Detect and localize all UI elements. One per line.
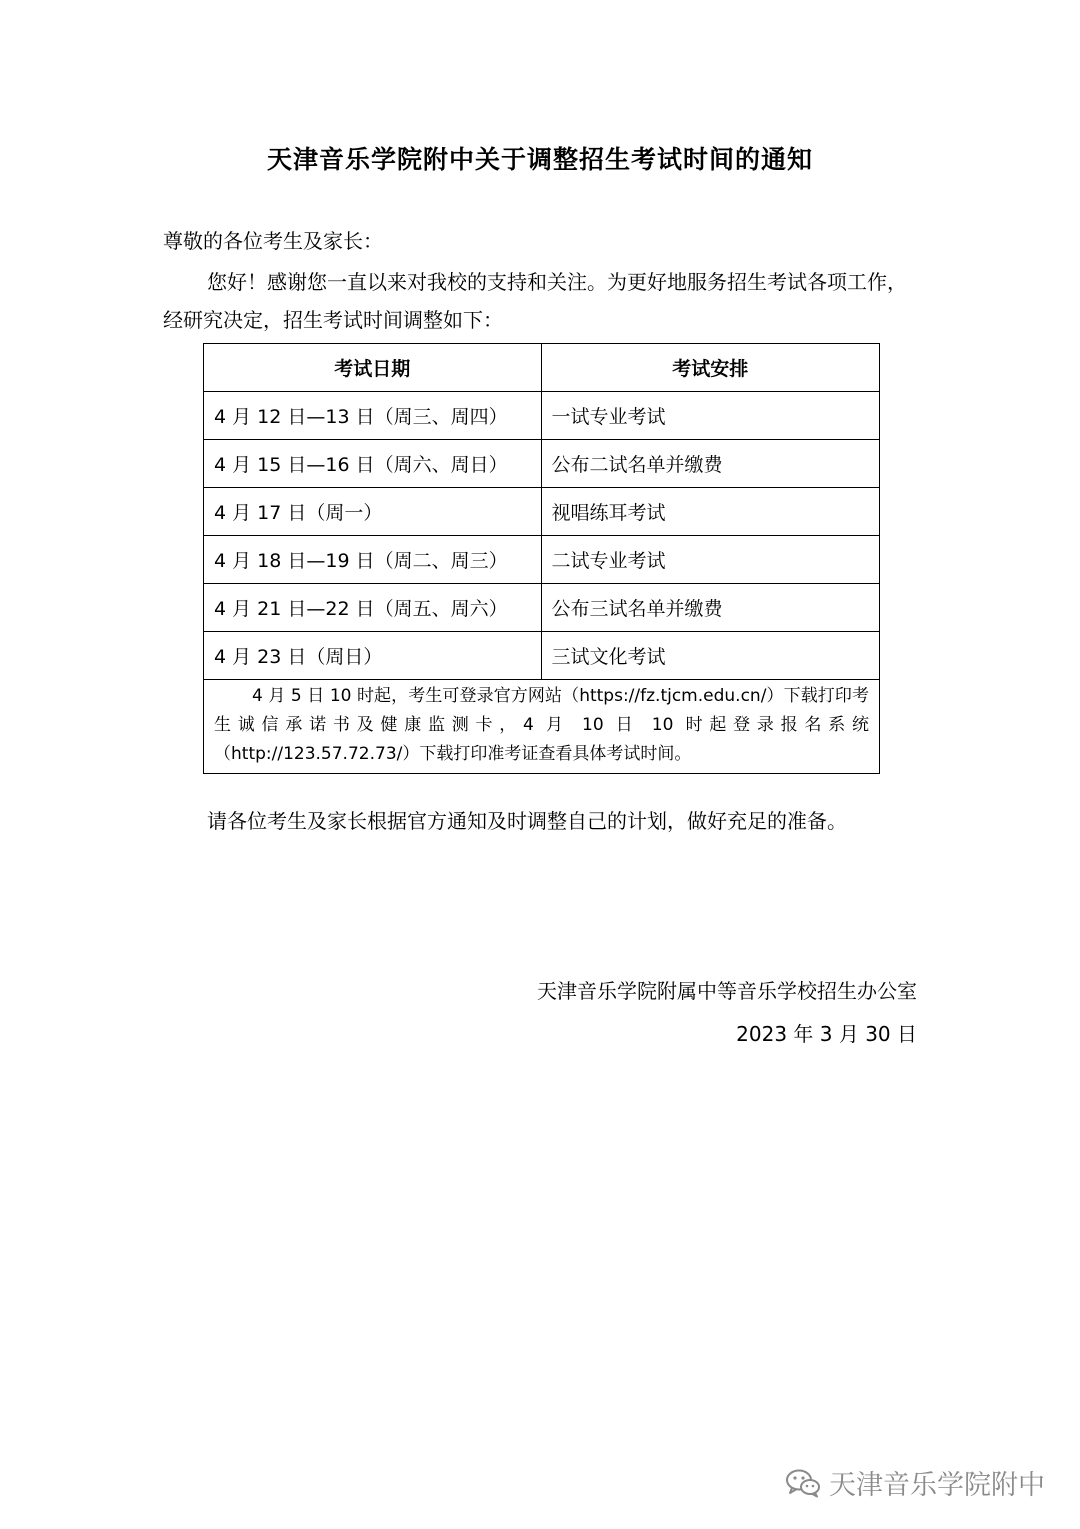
header-exam-arrangement: 考试安排	[541, 344, 879, 392]
table-note-row	[204, 680, 880, 774]
table-row	[204, 632, 880, 680]
signature: 天津音乐学院附属中等音乐学校招生办公室	[537, 979, 917, 1003]
exam-schedule-table	[203, 343, 880, 774]
exam-arrangement-cell: 三试文化考试	[541, 632, 879, 680]
header-exam-date: 考试日期	[204, 344, 542, 392]
wechat-icon	[785, 1468, 821, 1498]
exam-arrangement-cell: 二试专业考试	[541, 536, 879, 584]
exam-date-cell: 4 月 18 日—19 日（周二、周三）	[204, 536, 542, 584]
table-row	[204, 488, 880, 536]
page-title: 天津音乐学院附中关于调整招生考试时间的通知	[266, 145, 813, 174]
exam-arrangement-cell: 公布二试名单并缴费	[541, 440, 879, 488]
closing-paragraph: 请各位考生及家长根据官方通知及时调整自己的计划，做好充足的准备。	[207, 809, 847, 833]
exam-date-cell: 4 月 17 日（周一）	[204, 488, 542, 536]
body-paragraph: 您好！感谢您一直以来对我校的支持和关注。为更好地服务招生考试各项工作，经研究决定，招生考试时间调整如下：	[163, 270, 907, 332]
wechat-watermark	[785, 1463, 1045, 1502]
exam-date-cell: 4 月 23 日（周日）	[204, 632, 542, 680]
exam-date-cell: 4 月 12 日—13 日（周三、周四）	[204, 392, 542, 440]
table-row	[204, 536, 880, 584]
table-header-row	[204, 344, 880, 392]
table-note: 4 月 5 日 10 时起，考生可登录官方网站（https://fz.tjcm.edu.cn/）下载打印考生诚信承诺书及健康监测卡，4 月 10 日 10 时起登录报名系统（http://123.57.72.73/）下载打印准考证查看具体考试时间。	[204, 680, 880, 774]
exam-date-cell: 4 月 15 日—16 日（周六、周日）	[204, 440, 542, 488]
exam-arrangement-cell: 一试专业考试	[541, 392, 879, 440]
table-row	[204, 440, 880, 488]
salutation: 尊敬的各位考生及家长：	[163, 229, 383, 253]
exam-arrangement-cell: 公布三试名单并缴费	[541, 584, 879, 632]
table-row	[204, 584, 880, 632]
exam-arrangement-cell: 视唱练耳考试	[541, 488, 879, 536]
watermark-text: 天津音乐学院附中	[829, 1470, 1045, 1501]
issue-date: 2023 年 3 月 30 日	[736, 1022, 917, 1046]
table-row	[204, 392, 880, 440]
exam-date-cell: 4 月 21 日—22 日（周五、周六）	[204, 584, 542, 632]
